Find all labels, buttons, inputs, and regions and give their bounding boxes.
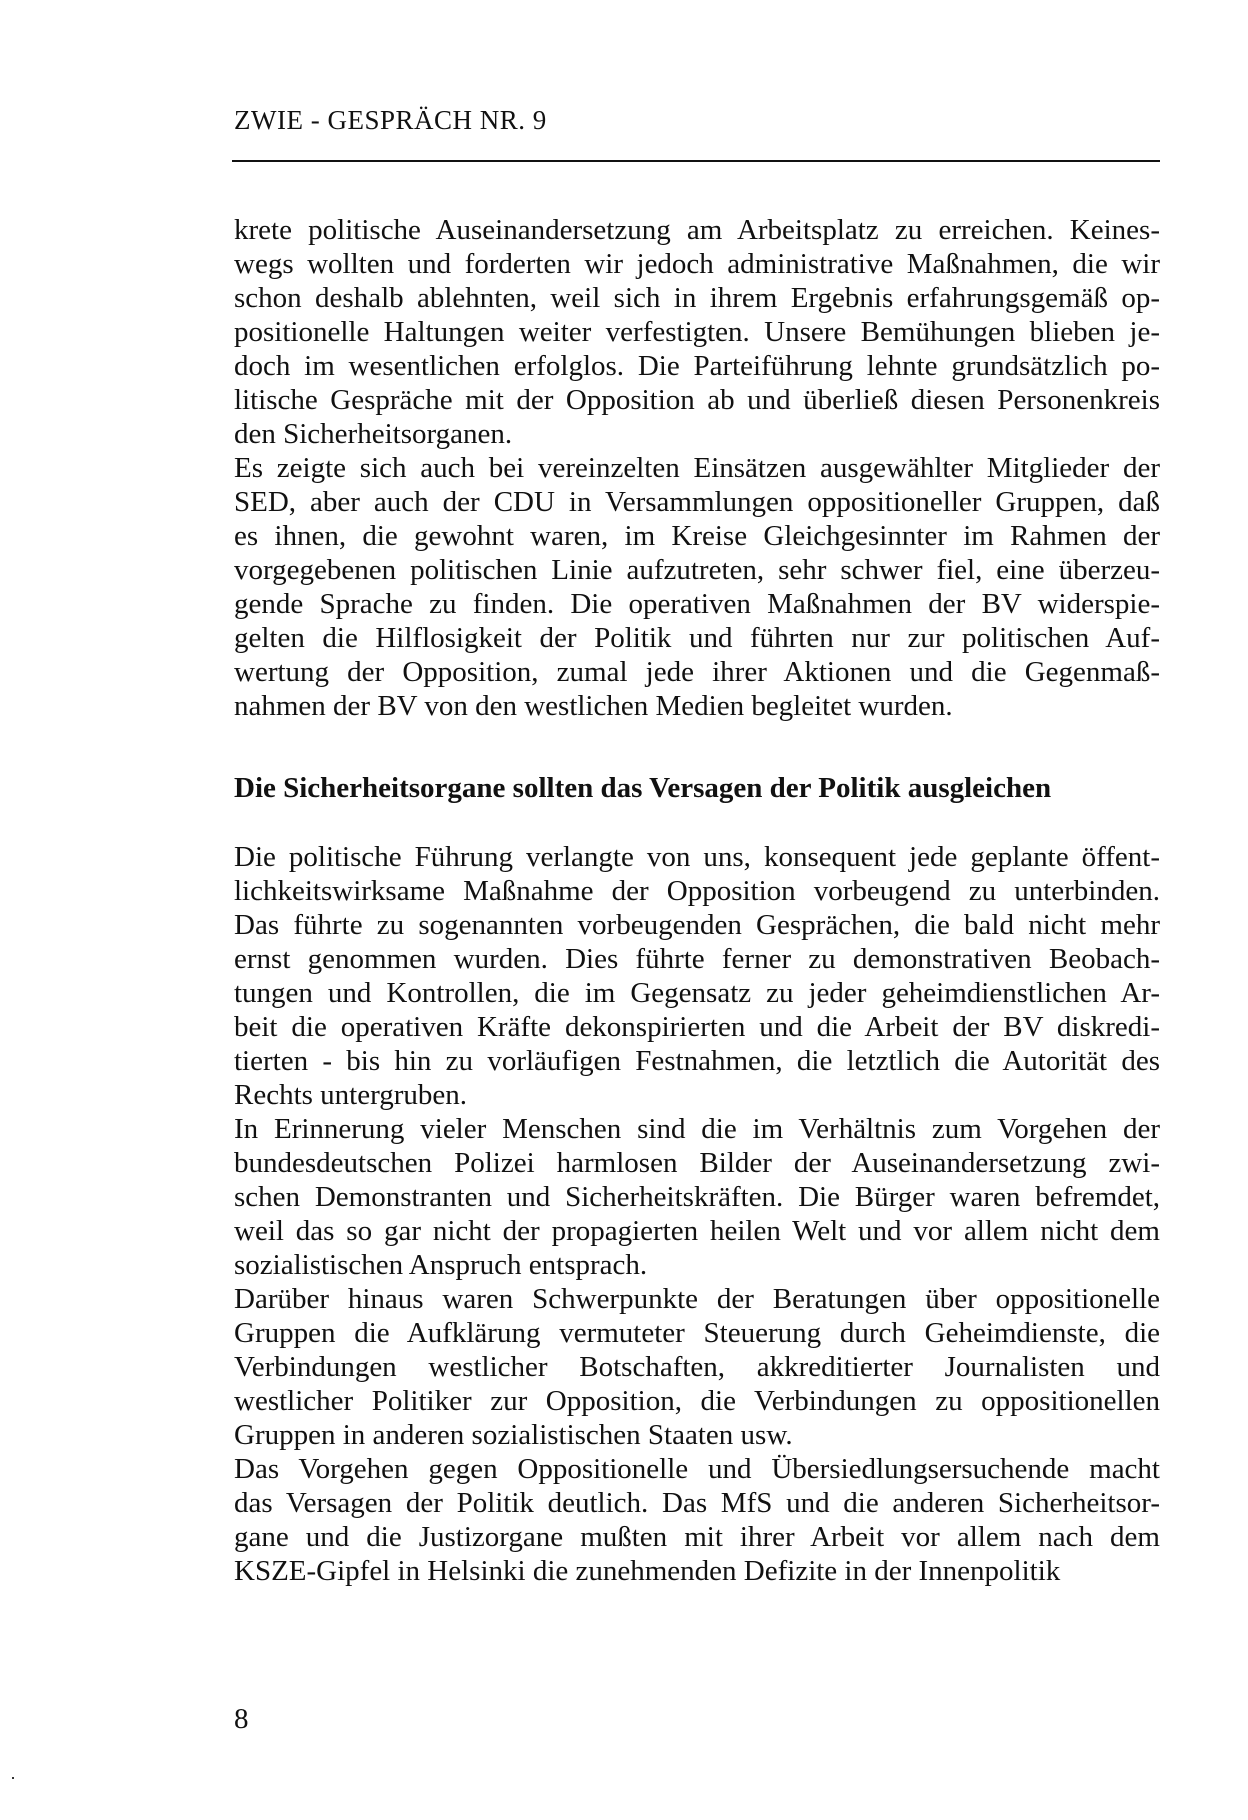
text-line: vorgegebenen politischen Linie aufzutreten, sehr schwer fiel, eine überzeu- (234, 554, 1160, 586)
text-line: lichkeitswirksame Maßnahme der Opposition vorbeugend zu unterbinden. (234, 875, 1160, 907)
text-line: wegs wollten und forderten wir jedoch administrative Maßnahmen, die wir (234, 248, 1160, 280)
text-line: Es zeigte sich auch bei vereinzelten Einsätzen ausgewählter Mitglieder der (234, 452, 1160, 484)
text-line: Die politische Führung verlangte von uns, konsequent jede geplante öffent- (234, 841, 1160, 873)
paragraph-block-1 (234, 213, 1160, 723)
text-line: Verbindungen westlicher Botschaften, akkreditierter Journalisten und (234, 1351, 1160, 1383)
text-line: Darüber hinaus waren Schwerpunkte der Beratungen über oppositionelle (234, 1283, 1160, 1315)
text-line: KSZE-Gipfel in Helsinki die zunehmenden Defizite in der Innenpolitik (234, 1555, 1061, 1587)
text-line: beit die operativen Kräfte dekonspirierten und die Arbeit der BV diskredi- (234, 1011, 1160, 1043)
text-line: Gruppen die Aufklärung vermuteter Steuerung durch Geheimdienste, die (234, 1317, 1160, 1349)
paragraph-block-2 (234, 840, 1160, 1588)
text-line: doch im wesentlichen erfolglos. Die Parteiführung lehnte grundsätzlich po- (234, 350, 1160, 382)
text-line: schon deshalb ablehnten, weil sich in ihrem Ergebnis erfahrungsgemäß op- (234, 282, 1160, 314)
text-line: wertung der Opposition, zumal jede ihrer Aktionen und die Gegenmaß- (234, 656, 1160, 688)
text-line: gelten die Hilflosigkeit der Politik und führten nur zur politischen Auf- (234, 622, 1160, 654)
text-line: gane und die Justizorgane mußten mit ihrer Arbeit vor allem nach dem (234, 1521, 1160, 1553)
text-line: schen Demonstranten und Sicherheitskräften. Die Bürger waren befremdet, (234, 1181, 1160, 1213)
section-heading: Die Sicherheitsorgane sollten das Versagen der Politik ausgleichen (234, 772, 1052, 804)
header-rule (232, 160, 1160, 162)
text-line: bundesdeutschen Polizei harmlosen Bilder der Auseinandersetzung zwi- (234, 1147, 1160, 1179)
text-line: krete politische Auseinandersetzung am Arbeitsplatz zu erreichen. Keines- (234, 214, 1160, 246)
text-line: den Sicherheitsorganen. (234, 418, 513, 450)
text-line: das Versagen der Politik deutlich. Das MfS und die anderen Sicherheitsor- (234, 1487, 1160, 1519)
page-number: 8 (234, 1703, 249, 1735)
text-line: nahmen der BV von den westlichen Medien begleitet wurden. (234, 690, 953, 722)
text-line: positionelle Haltungen weiter verfestigten. Unsere Bemühungen blieben je- (234, 316, 1160, 348)
text-line: SED, aber auch der CDU in Versammlungen oppositioneller Gruppen, daß (234, 486, 1160, 518)
text-line: Gruppen in anderen sozialistischen Staaten usw. (234, 1419, 793, 1451)
text-line: Das führte zu sogenannten vorbeugenden Gesprächen, die bald nicht mehr (234, 909, 1160, 941)
text-line: gende Sprache zu finden. Die operativen Maßnahmen der BV widerspie- (234, 588, 1160, 620)
text-line: litische Gespräche mit der Opposition ab und überließ diesen Personenkreis (234, 384, 1160, 416)
text-line: weil das so gar nicht der propagierten heilen Welt und vor allem nicht dem (234, 1215, 1160, 1247)
text-line: tungen und Kontrollen, die im Gegensatz zu jeder geheimdienstlichen Ar- (234, 977, 1160, 1009)
text-line: ernst genommen wurden. Dies führte ferner zu demonstrativen Beobach- (234, 943, 1160, 975)
text-line: In Erinnerung vieler Menschen sind die im Verhältnis zum Vorgehen der (234, 1113, 1160, 1145)
text-line: es ihnen, die gewohnt waren, im Kreise Gleichgesinnter im Rahmen der (234, 520, 1160, 552)
scan-artifact-dot (12, 1777, 14, 1779)
text-line: Rechts untergruben. (234, 1079, 468, 1111)
text-line: sozialistischen Anspruch entsprach. (234, 1249, 648, 1281)
text-line: tierten - bis hin zu vorläufigen Festnahmen, die letztlich die Autorität des (234, 1045, 1160, 1077)
running-header: ZWIE - GESPRÄCH NR. 9 (234, 105, 547, 135)
text-line: Das Vorgehen gegen Oppositionelle und Übersiedlungsersuchende macht (234, 1453, 1160, 1485)
text-line: westlicher Politiker zur Opposition, die Verbindungen zu oppositionellen (234, 1385, 1160, 1417)
